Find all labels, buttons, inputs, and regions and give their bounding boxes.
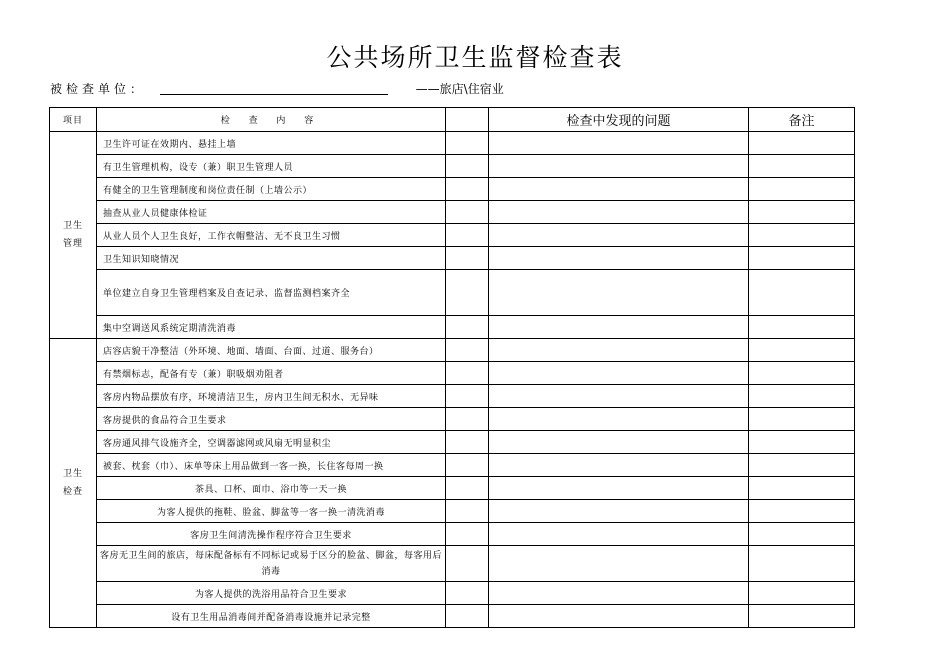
category-cell-management: [50, 132, 97, 339]
findings-cell[interactable]: [489, 201, 749, 224]
item-text: 有卫生管理机构，设专（兼）职卫生管理人员: [97, 155, 446, 178]
table-row: [50, 546, 855, 582]
table-row: [50, 339, 855, 362]
item-text: 集中空调送风系统定期清洗消毒: [97, 316, 446, 339]
inspected-unit-field[interactable]: [160, 82, 388, 95]
table-row: [50, 316, 855, 339]
item-text: 有健全的卫生管理制度和岗位责任制（上墙公示）: [97, 178, 446, 201]
table-row: [50, 270, 855, 316]
table-row: [50, 224, 855, 247]
category-cell-inspection: [50, 339, 97, 628]
table-row: [50, 431, 855, 454]
check-cell[interactable]: [446, 385, 489, 408]
notes-cell[interactable]: [749, 605, 855, 628]
findings-cell[interactable]: [489, 155, 749, 178]
check-cell[interactable]: [446, 132, 489, 155]
table-row: [50, 362, 855, 385]
notes-cell[interactable]: [749, 247, 855, 270]
item-text: 客房提供的食品符合卫生要求: [97, 408, 446, 431]
category-label-management: 卫生 管理: [62, 221, 83, 249]
check-cell[interactable]: [446, 155, 489, 178]
notes-cell[interactable]: [749, 270, 855, 316]
inspection-table: [49, 107, 855, 628]
findings-cell[interactable]: [489, 477, 749, 500]
item-text: 客房无卫生间的旅店，每床配备标有不同标记或易于区分的脸盆、脚盆，每客用后消毒: [97, 546, 446, 582]
table-row: [50, 500, 855, 523]
findings-cell[interactable]: [489, 339, 749, 362]
findings-cell[interactable]: [489, 431, 749, 454]
notes-cell[interactable]: [749, 224, 855, 247]
table-row: [50, 178, 855, 201]
notes-cell[interactable]: [749, 362, 855, 385]
check-cell[interactable]: [446, 454, 489, 477]
notes-cell[interactable]: [749, 477, 855, 500]
item-text: 卫生许可证在效期内、悬挂上墙: [97, 132, 446, 155]
findings-cell[interactable]: [489, 362, 749, 385]
table-row: [50, 408, 855, 431]
table-row: [50, 477, 855, 500]
header-findings: 检查中发现的问题: [489, 108, 749, 132]
notes-cell[interactable]: [749, 132, 855, 155]
findings-cell[interactable]: [489, 178, 749, 201]
notes-cell[interactable]: [749, 178, 855, 201]
check-cell[interactable]: [446, 224, 489, 247]
findings-cell[interactable]: [489, 500, 749, 523]
item-text: 茶具、口杯、面巾、浴巾等一天一换: [97, 477, 446, 500]
item-text: 从业人员个人卫生良好，工作衣帽整洁、无不良卫生习惯: [97, 224, 446, 247]
table-row: [50, 385, 855, 408]
findings-cell[interactable]: [489, 546, 749, 582]
check-cell[interactable]: [446, 408, 489, 431]
findings-cell[interactable]: [489, 385, 749, 408]
check-cell[interactable]: [446, 362, 489, 385]
findings-cell[interactable]: [489, 408, 749, 431]
check-cell[interactable]: [446, 270, 489, 316]
header-content: 检 查 内 容: [97, 108, 446, 132]
check-cell[interactable]: [446, 201, 489, 224]
check-cell[interactable]: [446, 582, 489, 605]
check-cell[interactable]: [446, 523, 489, 546]
findings-cell[interactable]: [489, 270, 749, 316]
table-header-row: [50, 108, 855, 132]
inspected-unit-label: 被检查单位：: [50, 82, 147, 96]
header-project: 项目: [50, 108, 97, 132]
check-cell[interactable]: [446, 178, 489, 201]
notes-cell[interactable]: [749, 316, 855, 339]
check-cell[interactable]: [446, 605, 489, 628]
notes-cell[interactable]: [749, 201, 855, 224]
check-cell[interactable]: [446, 431, 489, 454]
header-notes: 备注: [749, 108, 855, 132]
table-row: [50, 523, 855, 546]
findings-cell[interactable]: [489, 224, 749, 247]
notes-cell[interactable]: [749, 582, 855, 605]
findings-cell[interactable]: [489, 523, 749, 546]
item-text: 客房通风排气设施齐全，空调器滤网或风扇无明显积尘: [97, 431, 446, 454]
table-row: [50, 454, 855, 477]
findings-cell[interactable]: [489, 132, 749, 155]
table-row: [50, 582, 855, 605]
item-text: 客房卫生间清洗操作程序符合卫生要求: [97, 523, 446, 546]
notes-cell[interactable]: [749, 385, 855, 408]
inspected-unit-row: [50, 80, 504, 98]
check-cell[interactable]: [446, 316, 489, 339]
check-cell[interactable]: [446, 339, 489, 362]
findings-cell[interactable]: [489, 454, 749, 477]
item-text: 有禁烟标志，配备有专（兼）职吸烟劝阻者: [97, 362, 446, 385]
item-text: 被套、枕套（巾）、床单等床上用品做到一客一换，长住客每周一换: [97, 454, 446, 477]
item-text: 抽查从业人员健康体检证: [97, 201, 446, 224]
item-text: 为客人提供的拖鞋、脸盆、脚盆等一客一换一清洗消毒: [97, 500, 446, 523]
notes-cell[interactable]: [749, 431, 855, 454]
item-text: 店容店貌干净整洁（外环境、地面、墙面、台面、过道、服务台）: [97, 339, 446, 362]
findings-cell[interactable]: [489, 316, 749, 339]
notes-cell[interactable]: [749, 500, 855, 523]
findings-cell[interactable]: [489, 582, 749, 605]
item-text: 设有卫生用品消毒间并配备消毒设施并记录完整: [97, 605, 446, 628]
table-row: [50, 155, 855, 178]
notes-cell[interactable]: [749, 155, 855, 178]
notes-cell[interactable]: [749, 546, 855, 582]
findings-cell[interactable]: [489, 247, 749, 270]
item-text: 卫生知识知晓情况: [97, 247, 446, 270]
table-row: [50, 605, 855, 628]
item-text: 为客人提供的洗浴用品符合卫生要求: [97, 582, 446, 605]
notes-cell[interactable]: [749, 408, 855, 431]
category-label-inspection: 卫生 检查: [62, 469, 83, 497]
industry-type-label: ——旅店\住宿业: [415, 82, 504, 96]
check-cell[interactable]: [446, 477, 489, 500]
notes-cell[interactable]: [749, 339, 855, 362]
check-cell[interactable]: [446, 247, 489, 270]
table-row: [50, 201, 855, 224]
table-row: [50, 247, 855, 270]
check-cell[interactable]: [446, 500, 489, 523]
page-title: 公共场所卫生监督检查表: [326, 43, 624, 72]
notes-cell[interactable]: [749, 454, 855, 477]
table-row: [50, 132, 855, 155]
findings-cell[interactable]: [489, 605, 749, 628]
notes-cell[interactable]: [749, 523, 855, 546]
header-check-mark: [446, 108, 489, 132]
item-text: 客房内物品摆放有序，环境清洁卫生，房内卫生间无积水、无异味: [97, 385, 446, 408]
item-text: 单位建立自身卫生管理档案及自查记录、监督监测档案齐全: [97, 270, 446, 316]
check-cell[interactable]: [446, 546, 489, 582]
